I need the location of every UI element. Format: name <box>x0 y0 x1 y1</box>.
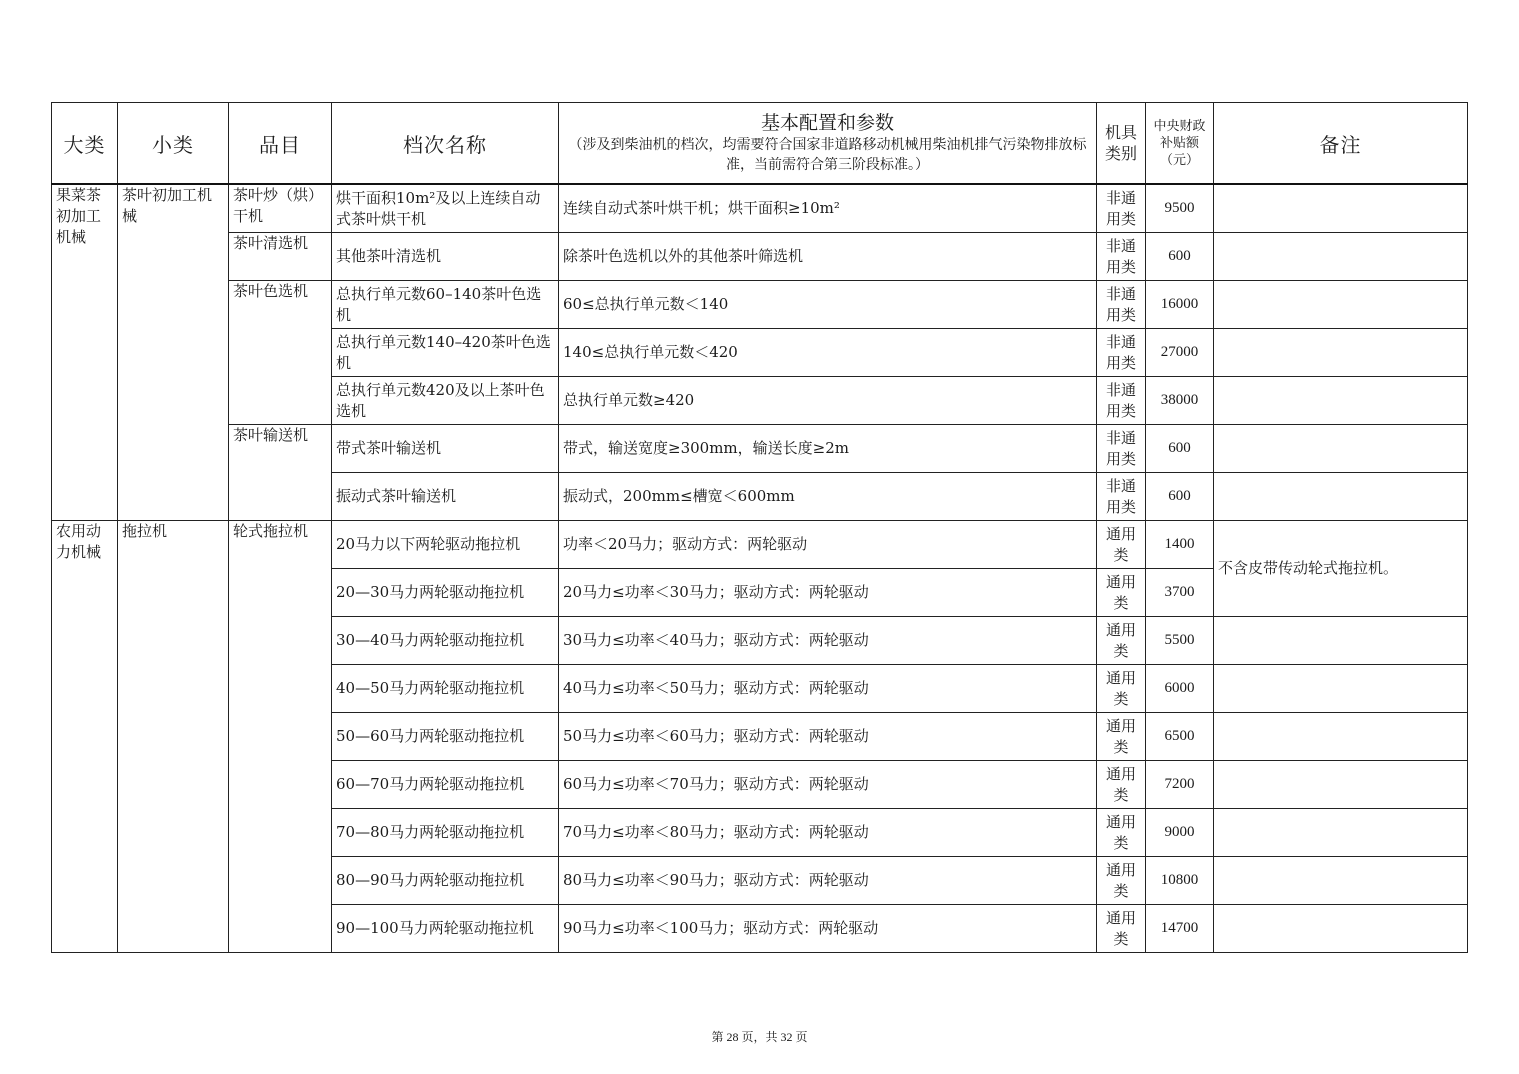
spec-cell: 30马力≤功率＜40马力；驱动方式：两轮驱动 <box>559 617 1097 665</box>
remarks-cell <box>1214 184 1468 233</box>
header-spec-title: 基本配置和参数 <box>760 112 894 134</box>
grade-cell: 总执行单元数420及以上茶叶色选机 <box>332 377 559 425</box>
type-cell: 非通用类 <box>1097 184 1146 233</box>
subsidy-cell: 600 <box>1146 233 1214 281</box>
grade-cell: 40—50马力两轮驱动拖拉机 <box>332 665 559 713</box>
header-spec <box>559 103 1097 185</box>
type-cell: 通用类 <box>1097 809 1146 857</box>
grade-cell: 其他茶叶清选机 <box>332 233 559 281</box>
subsidy-table-sheet <box>51 102 1467 953</box>
spec-cell: 70马力≤功率＜80马力；驱动方式：两轮驱动 <box>559 809 1097 857</box>
spec-cell: 振动式，200mm≤槽宽＜600mm <box>559 473 1097 521</box>
header-category: 大类 <box>52 103 118 185</box>
subcategory-cell: 茶叶初加工机械 <box>118 184 229 521</box>
spec-cell: 带式，输送宽度≥300mm，输送长度≥2m <box>559 425 1097 473</box>
grade-cell: 60—70马力两轮驱动拖拉机 <box>332 761 559 809</box>
subsidy-table <box>51 102 1468 953</box>
header-remarks: 备注 <box>1214 103 1468 185</box>
page-footer: 第 28 页，共 32 页 <box>711 1030 808 1044</box>
type-cell: 非通用类 <box>1097 473 1146 521</box>
remarks-cell <box>1214 377 1468 425</box>
grade-cell: 50—60马力两轮驱动拖拉机 <box>332 713 559 761</box>
subsidy-cell: 38000 <box>1146 377 1214 425</box>
subsidy-cell: 600 <box>1146 473 1214 521</box>
remarks-cell <box>1214 617 1468 665</box>
spec-cell: 60马力≤功率＜70马力；驱动方式：两轮驱动 <box>559 761 1097 809</box>
grade-cell: 90—100马力两轮驱动拖拉机 <box>332 905 559 953</box>
subsidy-cell: 7200 <box>1146 761 1214 809</box>
spec-cell: 90马力≤功率＜100马力；驱动方式：两轮驱动 <box>559 905 1097 953</box>
category-cell: 农用动力机械 <box>52 521 118 953</box>
type-cell: 通用类 <box>1097 905 1146 953</box>
header-subcategory: 小类 <box>118 103 229 185</box>
spec-cell: 20马力≤功率＜30马力；驱动方式：两轮驱动 <box>559 569 1097 617</box>
subsidy-cell: 5500 <box>1146 617 1214 665</box>
spec-cell: 除茶叶色选机以外的其他茶叶筛选机 <box>559 233 1097 281</box>
item-cell: 茶叶清选机 <box>229 233 332 281</box>
spec-cell: 50马力≤功率＜60马力；驱动方式：两轮驱动 <box>559 713 1097 761</box>
grade-cell: 烘干面积10m²及以上连续自动式茶叶烘干机 <box>332 184 559 233</box>
subsidy-cell: 6000 <box>1146 665 1214 713</box>
item-cell: 茶叶炒（烘）干机 <box>229 184 332 233</box>
item-cell: 茶叶色选机 <box>229 281 332 425</box>
spec-cell: 连续自动式茶叶烘干机；烘干面积≥10m² <box>559 184 1097 233</box>
type-cell: 通用类 <box>1097 617 1146 665</box>
remarks-cell <box>1214 329 1468 377</box>
header-spec-subtitle: （涉及到柴油机的档次，均需要符合国家非道路移动机械用柴油机排气污染物排放标准，当前需符合第三阶段标准。） <box>568 137 1087 173</box>
type-cell: 非通用类 <box>1097 233 1146 281</box>
subsidy-cell: 14700 <box>1146 905 1214 953</box>
remarks-cell <box>1214 809 1468 857</box>
remarks-cell <box>1214 761 1468 809</box>
type-cell: 通用类 <box>1097 665 1146 713</box>
remarks-cell <box>1214 713 1468 761</box>
header-subsidy: 中央财政补贴额（元） <box>1146 103 1214 185</box>
table-row <box>52 184 1468 233</box>
remarks-cell <box>1214 281 1468 329</box>
item-cell: 茶叶输送机 <box>229 425 332 521</box>
subsidy-cell: 10800 <box>1146 857 1214 905</box>
spec-cell: 总执行单元数≥420 <box>559 377 1097 425</box>
grade-cell: 80—90马力两轮驱动拖拉机 <box>332 857 559 905</box>
remarks-cell <box>1214 473 1468 521</box>
grade-cell: 70—80马力两轮驱动拖拉机 <box>332 809 559 857</box>
subcategory-cell: 拖拉机 <box>118 521 229 953</box>
subsidy-cell: 9000 <box>1146 809 1214 857</box>
remarks-cell <box>1214 665 1468 713</box>
subsidy-cell: 6500 <box>1146 713 1214 761</box>
type-cell: 非通用类 <box>1097 329 1146 377</box>
type-cell: 通用类 <box>1097 569 1146 617</box>
remarks-cell <box>1214 233 1468 281</box>
subsidy-cell: 16000 <box>1146 281 1214 329</box>
type-cell: 通用类 <box>1097 521 1146 569</box>
subsidy-cell: 3700 <box>1146 569 1214 617</box>
spec-cell: 80马力≤功率＜90马力；驱动方式：两轮驱动 <box>559 857 1097 905</box>
remarks-cell <box>1214 857 1468 905</box>
type-cell: 非通用类 <box>1097 425 1146 473</box>
type-cell: 非通用类 <box>1097 281 1146 329</box>
table-row <box>52 281 1468 329</box>
table-row <box>52 425 1468 473</box>
table-row <box>52 521 1468 569</box>
grade-cell: 总执行单元数140–420茶叶色选机 <box>332 329 559 377</box>
spec-cell: 140≤总执行单元数＜420 <box>559 329 1097 377</box>
type-cell: 非通用类 <box>1097 377 1146 425</box>
header-item: 品目 <box>229 103 332 185</box>
category-cell: 果菜茶初加工机械 <box>52 184 118 521</box>
spec-cell: 功率＜20马力；驱动方式：两轮驱动 <box>559 521 1097 569</box>
subsidy-cell: 9500 <box>1146 184 1214 233</box>
subsidy-cell: 1400 <box>1146 521 1214 569</box>
grade-cell: 20—30马力两轮驱动拖拉机 <box>332 569 559 617</box>
remarks-cell <box>1214 425 1468 473</box>
spec-cell: 40马力≤功率＜50马力；驱动方式：两轮驱动 <box>559 665 1097 713</box>
header-grade-name: 档次名称 <box>332 103 559 185</box>
subsidy-cell: 27000 <box>1146 329 1214 377</box>
spec-cell: 60≤总执行单元数＜140 <box>559 281 1097 329</box>
item-cell: 轮式拖拉机 <box>229 521 332 953</box>
table-row <box>52 233 1468 281</box>
header-machine-type: 机具类别 <box>1097 103 1146 185</box>
grade-cell: 振动式茶叶输送机 <box>332 473 559 521</box>
remarks-cell <box>1214 905 1468 953</box>
type-cell: 通用类 <box>1097 857 1146 905</box>
grade-cell: 带式茶叶输送机 <box>332 425 559 473</box>
header-row <box>52 103 1468 185</box>
grade-cell: 20马力以下两轮驱动拖拉机 <box>332 521 559 569</box>
subsidy-cell: 600 <box>1146 425 1214 473</box>
grade-cell: 总执行单元数60–140茶叶色选机 <box>332 281 559 329</box>
type-cell: 通用类 <box>1097 713 1146 761</box>
type-cell: 通用类 <box>1097 761 1146 809</box>
remarks-cell: 不含皮带传动轮式拖拉机。 <box>1214 521 1468 617</box>
grade-cell: 30—40马力两轮驱动拖拉机 <box>332 617 559 665</box>
